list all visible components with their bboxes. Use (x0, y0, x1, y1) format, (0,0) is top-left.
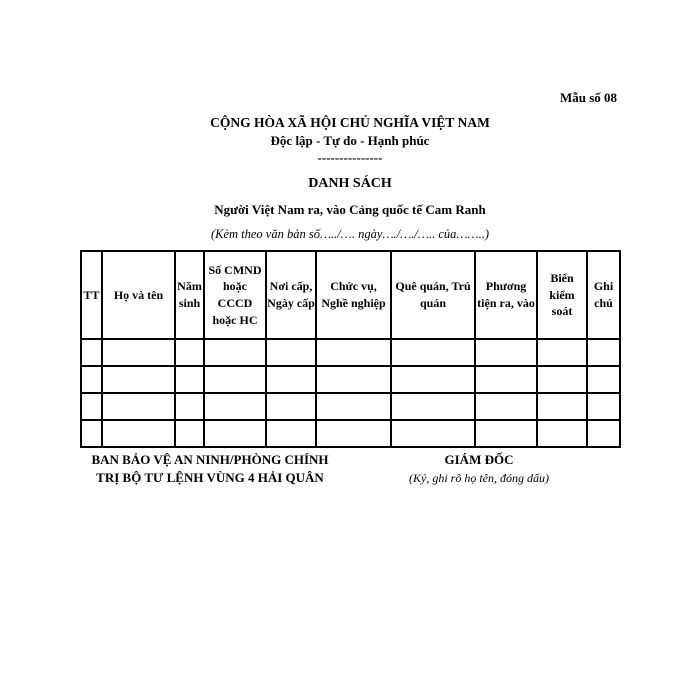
col-header-birth-year: Năm sinh (175, 251, 204, 339)
table-cell[interactable] (391, 366, 475, 393)
table-cell[interactable] (175, 339, 204, 366)
table-cell[interactable] (475, 420, 537, 447)
table-cell[interactable] (204, 420, 266, 447)
table-cell[interactable] (391, 393, 475, 420)
table-cell[interactable] (204, 366, 266, 393)
table-cell[interactable] (102, 420, 175, 447)
table-header-row (81, 251, 620, 339)
table-body (81, 339, 620, 447)
table-cell[interactable] (587, 366, 620, 393)
table-cell[interactable] (204, 393, 266, 420)
table-cell[interactable] (266, 420, 316, 447)
table-row (81, 420, 620, 447)
table-cell[interactable] (475, 339, 537, 366)
table-cell[interactable] (175, 366, 204, 393)
table-cell[interactable] (81, 366, 102, 393)
col-header-position: Chức vụ, Nghề nghiệp (316, 251, 391, 339)
table-cell[interactable] (175, 393, 204, 420)
table-cell[interactable] (475, 393, 537, 420)
table-cell[interactable] (587, 420, 620, 447)
table-cell[interactable] (204, 339, 266, 366)
reference-note: (Kèm theo văn bản số…../…. ngày…./…./….. của……..) (210, 227, 490, 241)
col-header-tt: TT (81, 251, 102, 339)
national-title: CỘNG HÒA XÃ HỘI CHỦ NGHĨA VIỆT NAM (210, 115, 490, 130)
signature-right-role: GIÁM ĐỐC (444, 452, 514, 467)
signature-block-left (84, 451, 336, 487)
personnel-table (80, 250, 621, 448)
col-header-hometown: Quê quán, Trú quán (391, 251, 475, 339)
national-motto: Độc lập - Tự do - Hạnh phúc (270, 133, 430, 148)
table-cell[interactable] (391, 339, 475, 366)
col-header-notes: Ghi chú (587, 251, 620, 339)
table-cell[interactable] (537, 339, 587, 366)
signature-left-line2: TRỊ BỘ TƯ LỆNH VÙNG 4 HẢI QUÂN (96, 470, 324, 486)
table-cell[interactable] (537, 393, 587, 420)
col-header-issued: Nơi cấp, Ngày cấp (266, 251, 316, 339)
col-header-vehicle: Phương tiện ra, vào (475, 251, 537, 339)
document-subtitle: Người Việt Nam ra, vào Cảng quốc tế Cam Ranh (214, 202, 486, 217)
separator-line: --------------- (317, 150, 383, 165)
signature-right-hint: (Ký, ghi rõ họ tên, đóng dấu) (409, 471, 549, 486)
table-cell[interactable] (537, 366, 587, 393)
table-cell[interactable] (587, 339, 620, 366)
table-cell[interactable] (316, 420, 391, 447)
col-header-id-number: Số CMND hoặc CCCD hoặc HC (204, 251, 266, 339)
table-row (81, 393, 620, 420)
table-cell[interactable] (266, 339, 316, 366)
signature-block-right (395, 451, 563, 487)
col-header-name: Họ và tên (102, 251, 175, 339)
table-cell[interactable] (266, 393, 316, 420)
table-row (81, 339, 620, 366)
table-cell[interactable] (587, 393, 620, 420)
table-cell[interactable] (537, 420, 587, 447)
document-title: DANH SÁCH (308, 176, 392, 191)
table-cell[interactable] (316, 393, 391, 420)
table-cell[interactable] (475, 366, 537, 393)
table-cell[interactable] (102, 393, 175, 420)
table-cell[interactable] (102, 339, 175, 366)
col-header-control: Biển kiểm soát (537, 251, 587, 339)
table-row (81, 366, 620, 393)
table-cell[interactable] (266, 366, 316, 393)
table-cell[interactable] (102, 366, 175, 393)
table-cell[interactable] (316, 339, 391, 366)
form-number: Mẫu số 08 (559, 90, 617, 105)
table-cell[interactable] (81, 393, 102, 420)
table-cell[interactable] (81, 420, 102, 447)
signature-left-line1: BAN BẢO VỆ AN NINH/PHÒNG CHÍNH (91, 452, 329, 467)
table-cell[interactable] (391, 420, 475, 447)
table-cell[interactable] (316, 366, 391, 393)
table-cell[interactable] (81, 339, 102, 366)
table-cell[interactable] (175, 420, 204, 447)
